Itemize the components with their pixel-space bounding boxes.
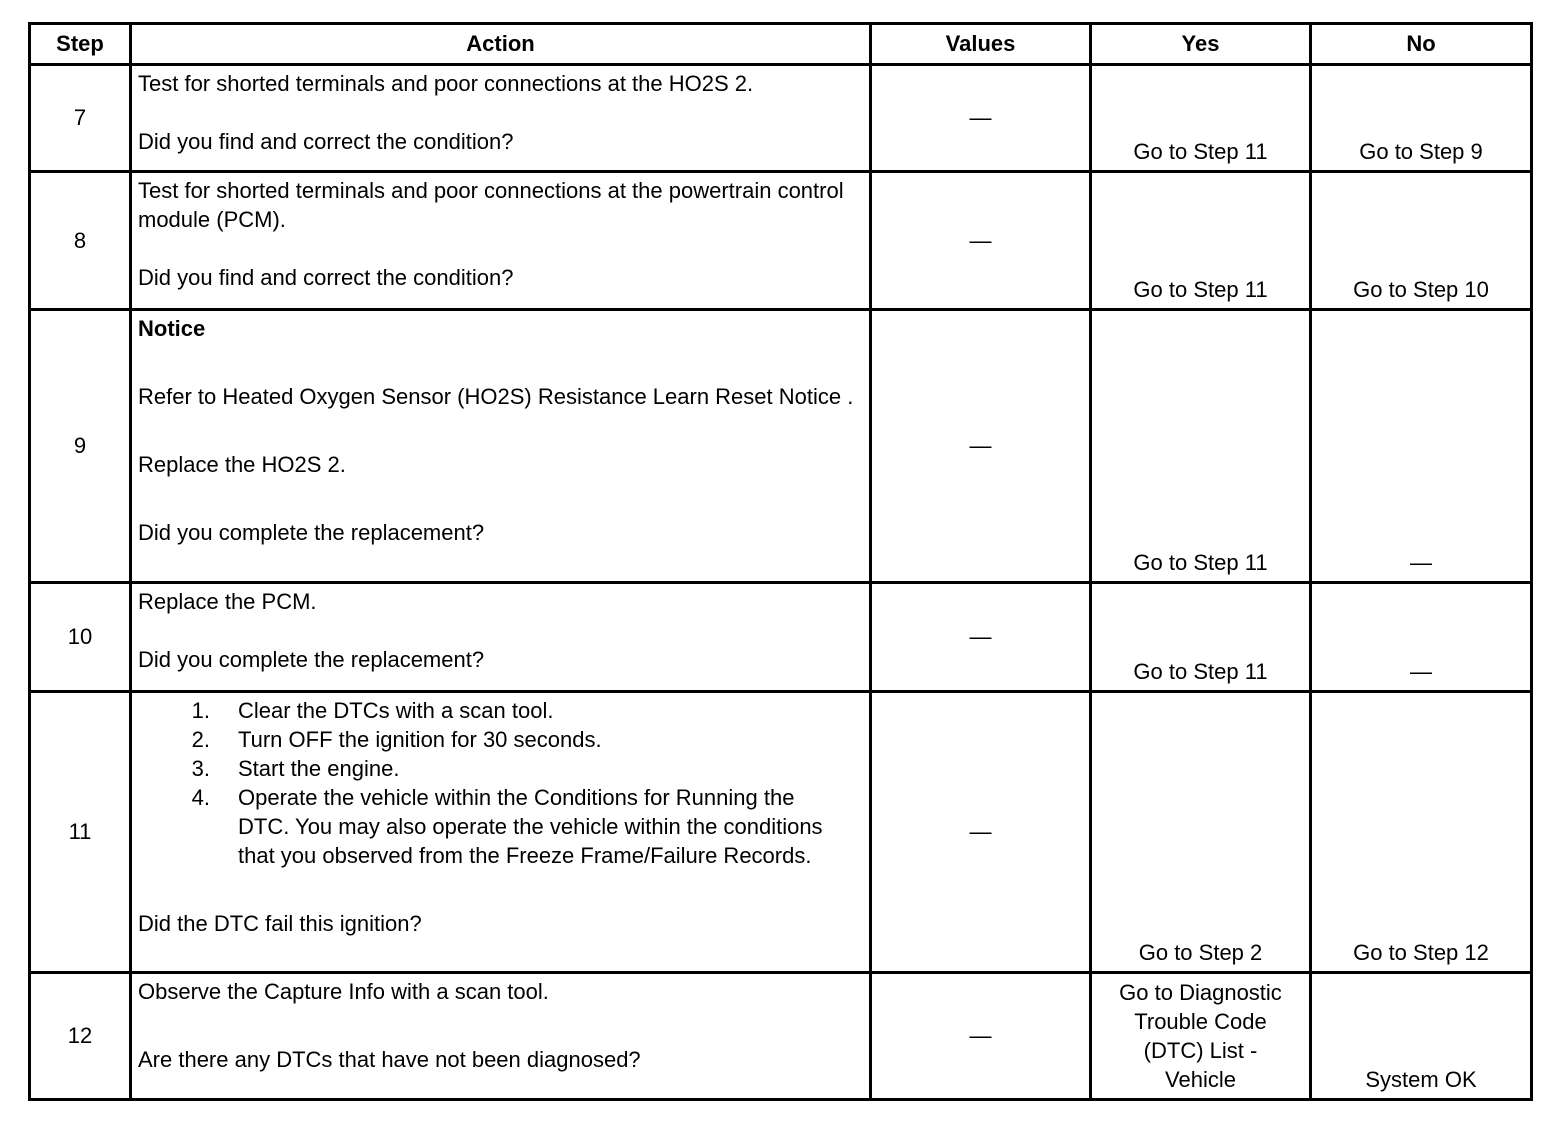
yes-cell: Go to Step 2 [1091, 692, 1311, 973]
action-question: Did you find and correct the condition? [138, 265, 514, 290]
yes-cell: Go to Step 11 [1091, 310, 1311, 583]
list-item [138, 783, 863, 870]
action-cell [131, 692, 871, 973]
step-number: 12 [30, 973, 131, 1100]
step-number: 8 [30, 172, 131, 310]
header-step: Step [30, 24, 131, 65]
action-text: Replace the HO2S 2. [138, 452, 346, 477]
action-text: Observe the Capture Info with a scan tool. [138, 979, 549, 1004]
action-question: Are there any DTCs that have not been diagnosed? [138, 1047, 641, 1072]
values-cell: — [871, 692, 1091, 973]
step-number: 9 [30, 310, 131, 583]
table-row [30, 973, 1532, 1100]
values-cell: — [871, 310, 1091, 583]
list-item-text: Operate the vehicle within the Conditions for Running the DTC. You may also operate the vehicle within the conditions that you observed from the Freeze Frame/Failure Records. [238, 785, 823, 868]
list-item-text: Turn OFF the ignition for 30 seconds. [238, 727, 602, 752]
values-cell: — [871, 65, 1091, 172]
no-cell: System OK [1311, 973, 1532, 1100]
step-number: 7 [30, 65, 131, 172]
no-cell: Go to Step 10 [1311, 172, 1532, 310]
header-action: Action [131, 24, 871, 65]
list-item-number: 3. [191, 756, 210, 781]
action-question: Did the DTC fail this ignition? [138, 911, 422, 936]
action-question: Did you complete the replacement? [138, 647, 485, 672]
list-item-number: 4. [191, 785, 210, 810]
action-cell [131, 172, 871, 310]
notice-text: Refer to Heated Oxygen Sensor (HO2S) Resistance Learn Reset Notice . [138, 384, 854, 409]
procedure-list [138, 696, 863, 870]
table-row [30, 583, 1532, 692]
action-cell [131, 583, 871, 692]
table-row [30, 65, 1532, 172]
header-values: Values [871, 24, 1091, 65]
list-item [138, 754, 863, 783]
yes-cell: Go to Step 11 [1091, 65, 1311, 172]
table-row [30, 172, 1532, 310]
list-item-text: Start the engine. [238, 756, 400, 781]
action-text: Test for shorted terminals and poor connections at the HO2S 2. [138, 71, 754, 96]
action-cell [131, 973, 871, 1100]
step-number: 10 [30, 583, 131, 692]
header-no: No [1311, 24, 1532, 65]
yes-cell: Go to Step 11 [1091, 172, 1311, 310]
table-row [30, 692, 1532, 973]
list-item [138, 696, 863, 725]
diagnostic-table [28, 22, 1533, 1101]
action-text: Test for shorted terminals and poor connections at the powertrain control module (PCM). [138, 178, 844, 232]
yes-cell: Go to Step 11 [1091, 583, 1311, 692]
no-cell: — [1311, 583, 1532, 692]
action-question: Did you complete the replacement? [138, 520, 485, 545]
no-cell: Go to Step 9 [1311, 65, 1532, 172]
values-cell: — [871, 172, 1091, 310]
action-cell [131, 310, 871, 583]
yes-cell: Go to Diagnostic Trouble Code (DTC) List - Vehicle [1091, 973, 1311, 1100]
list-item-number: 1. [191, 698, 210, 723]
values-cell: — [871, 583, 1091, 692]
list-item-number: 2. [191, 727, 210, 752]
action-question: Did you find and correct the condition? [138, 129, 514, 154]
notice-title: Notice [138, 316, 206, 341]
header-row [30, 24, 1532, 65]
action-cell [131, 65, 871, 172]
no-cell: — [1311, 310, 1532, 583]
no-cell: Go to Step 12 [1311, 692, 1532, 973]
action-text: Replace the PCM. [138, 589, 317, 614]
list-item-text: Clear the DTCs with a scan tool. [238, 698, 554, 723]
header-yes: Yes [1091, 24, 1311, 65]
step-number: 11 [30, 692, 131, 973]
values-cell: — [871, 973, 1091, 1100]
list-item [138, 725, 863, 754]
table-row [30, 310, 1532, 583]
